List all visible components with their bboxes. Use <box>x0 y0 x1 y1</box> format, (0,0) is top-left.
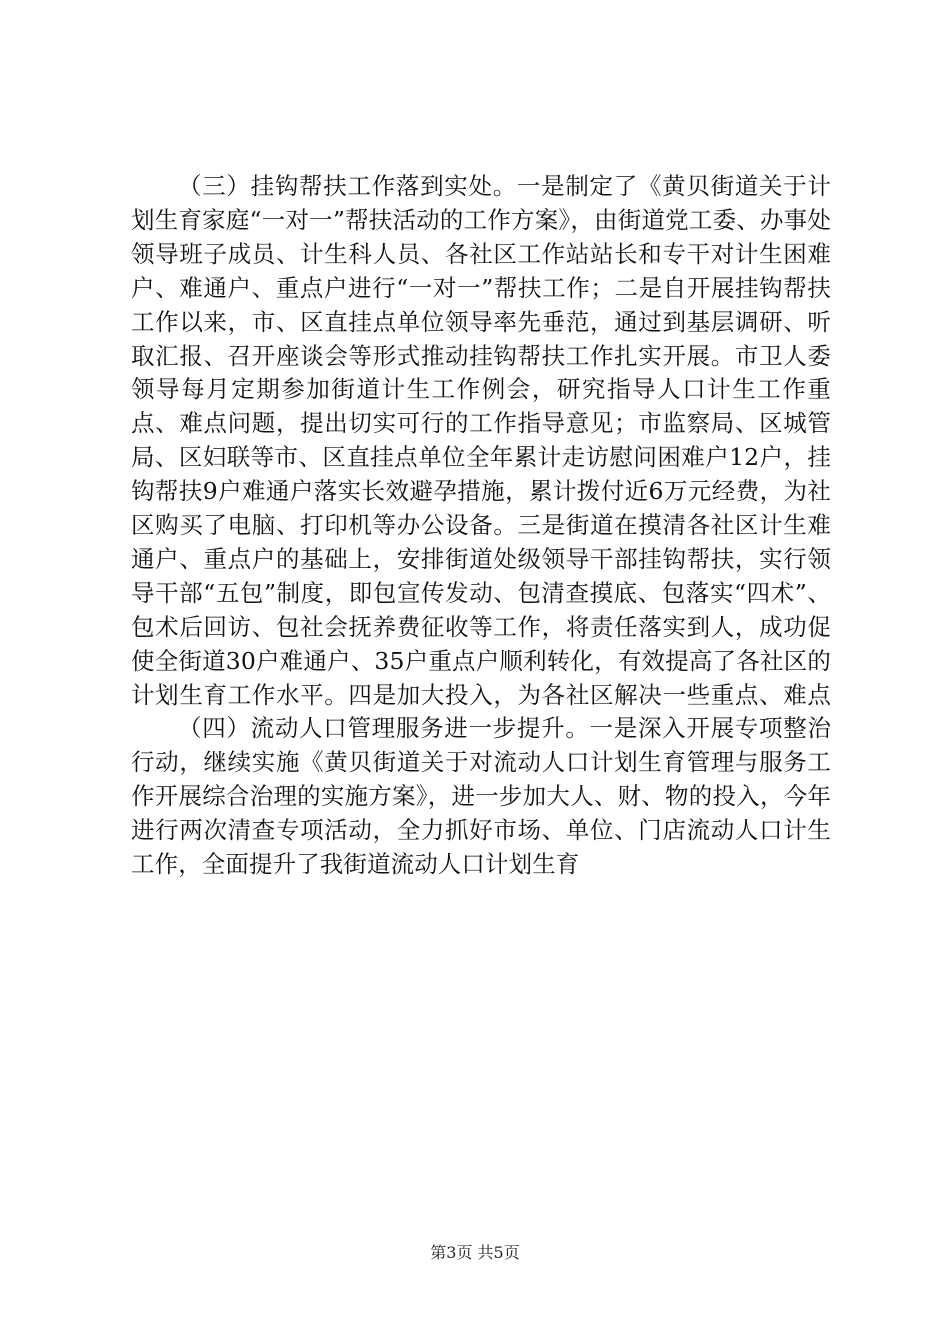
page-number-label: 第3页 共5页 <box>430 1243 520 1262</box>
paragraph-section-3: （三）挂钩帮扶工作落到实处。一是制定了《黄贝街道关于计划生育家庭“一对一”帮扶活动的工作方案》，由街道党工委、办事处领导班子成员、计生科人员、各社区工作站站长和专干对计生困难户、难通户、重点户进行“一对一”帮扶工作；二是自开展挂钩帮扶工作以来，市、区直挂点单位领导率先垂范，通过到基层调研、听取汇报、召开座谈会等形式推动挂钩帮扶工作扎实开展。市卫人委领导每月定期参加街道计生工作例会，研究指导人口计生工作重点、难点问题，提出切实可行的工作指导意见；市监察局、区城管局、区妇联等市、区直挂点单位全年累计走访慰问困难户12户，挂钩帮扶9户难通户落实长效避孕措施，累计拨付近6万元经费，为社区购买了电脑、打印机等办公设备。三是街道在摸清各社区计生难通户、重点户的基础上，安排街道处级领导干部挂钩帮扶，实行领导干部“五包”制度，即包宣传发动、包清查摸底、包落实“四术”、包术后回访、包社会抚养费征收等工作，将责任落实到人，成功促使全街道30户难通户、35户重点户顺利转化，有效提高了各社区的计划生育工作水平。四是加大投入，为各社区解决一些重点、难点 <box>131 172 831 709</box>
paragraph-section-4: （四）流动人口管理服务进一步提升。一是深入开展专项整治行动，继续实施《黄贝街道关于对流动人口计划生育管理与服务工作开展综合治理的实施方案》，进一步加大人、财、物的投入，今年进行两次清查专项活动，全力抓好市场、单位、门店流动人口计生工作，全面提升了我街道流动人口计划生育 <box>131 714 831 878</box>
document-body <box>131 170 831 884</box>
page-footer <box>0 1243 950 1263</box>
